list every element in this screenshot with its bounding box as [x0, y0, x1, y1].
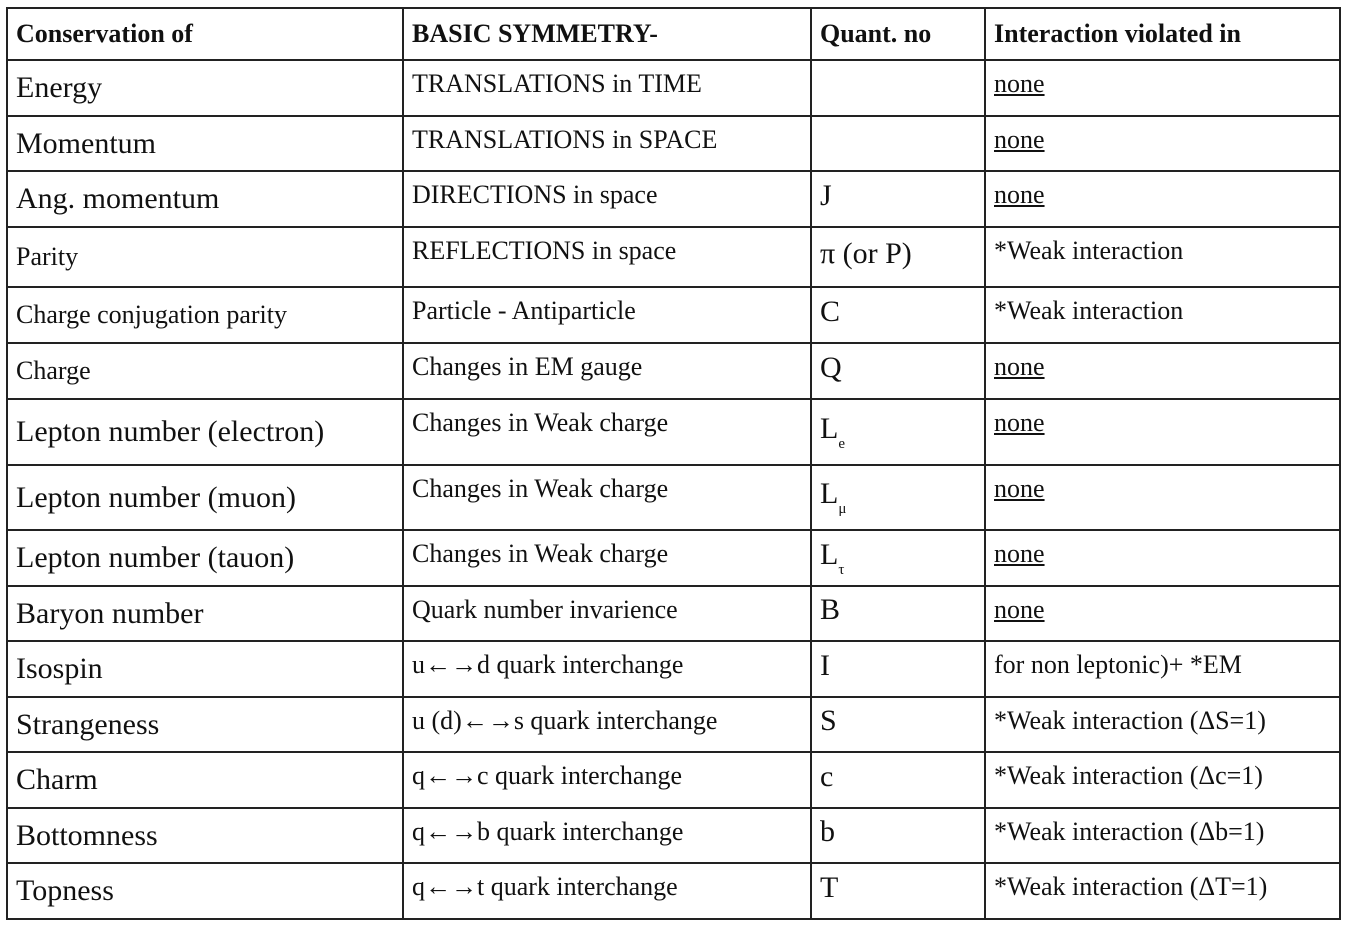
quantum-symbol: J: [820, 178, 832, 212]
quantum-symbol: Q: [820, 350, 842, 384]
violated-in-text: *Weak interaction (ΔT=1): [994, 872, 1268, 901]
quantum-subscript: μ: [838, 501, 847, 517]
conservation-cell: Bottomness: [7, 808, 403, 863]
symmetry-cell: Particle - Antiparticle: [403, 287, 811, 343]
table-body: [7, 60, 1340, 919]
violated-in-cell: [985, 227, 1340, 287]
quantum-number-cell: [811, 641, 985, 697]
table-row: [7, 343, 1340, 399]
conservation-cell: Lepton number (muon): [7, 465, 403, 530]
quantum-number-cell: [811, 343, 985, 399]
table-row: [7, 171, 1340, 227]
violated-in-text: none: [994, 539, 1045, 568]
header-violated-in: Interaction violated in: [985, 8, 1340, 60]
table-row: [7, 60, 1340, 116]
violated-in-cell: [985, 641, 1340, 697]
conservation-cell: Topness: [7, 863, 403, 919]
conservation-cell: Ang. momentum: [7, 171, 403, 227]
violated-in-text: *Weak interaction (Δb=1): [994, 817, 1265, 846]
quantum-number-cell: [811, 530, 985, 586]
violated-in-cell: [985, 465, 1340, 530]
conservation-cell: Lepton number (electron): [7, 399, 403, 465]
symmetry-cell: q←→c quark interchange: [403, 752, 811, 808]
symmetry-cell: Quark number invarience: [403, 586, 811, 641]
violated-in-cell: [985, 697, 1340, 752]
violated-in-cell: [985, 116, 1340, 171]
violated-in-cell: [985, 399, 1340, 465]
quantum-symbol: L: [820, 477, 839, 510]
table-row: [7, 863, 1340, 919]
symmetry-cell: q←→t quark interchange: [403, 863, 811, 919]
quantum-symbol: c: [820, 759, 834, 793]
symmetry-cell: u (d)←→s quark interchange: [403, 697, 811, 752]
conservation-cell: Isospin: [7, 641, 403, 697]
quantum-number-cell: [811, 116, 985, 171]
violated-in-text: none: [994, 69, 1045, 98]
conservation-cell: Parity: [7, 227, 403, 287]
header-symmetry: BASIC SYMMETRY-: [403, 8, 811, 60]
conservation-cell: Charge: [7, 343, 403, 399]
symmetry-cell: TRANSLATIONS in TIME: [403, 60, 811, 116]
symmetry-cell: Changes in Weak charge: [403, 399, 811, 465]
header-conservation: Conservation of: [7, 8, 403, 60]
violated-in-text: none: [994, 474, 1045, 503]
table-row: [7, 287, 1340, 343]
symmetry-cell: Changes in EM gauge: [403, 343, 811, 399]
quantum-number-cell: [811, 60, 985, 116]
symmetry-cell: DIRECTIONS in space: [403, 171, 811, 227]
table-row: [7, 116, 1340, 171]
table-header: [7, 8, 1340, 60]
table-row: [7, 641, 1340, 697]
table-row: [7, 227, 1340, 287]
quantum-number-cell: [811, 227, 985, 287]
quantum-symbol: S: [820, 704, 837, 737]
violated-in-cell: [985, 863, 1340, 919]
violated-in-cell: [985, 287, 1340, 343]
table-row: [7, 399, 1340, 465]
quantum-symbol: L: [820, 537, 839, 571]
violated-in-text: none: [994, 180, 1045, 209]
header-row: [7, 8, 1340, 60]
conservation-cell: Baryon number: [7, 586, 403, 641]
table-row: [7, 530, 1340, 586]
violated-in-cell: [985, 60, 1340, 116]
violated-in-text: *Weak interaction: [994, 236, 1184, 265]
quantum-symbol: C: [820, 294, 841, 328]
violated-in-text: *Weak interaction (Δc=1): [994, 761, 1263, 790]
quantum-symbol: I: [820, 648, 830, 682]
conservation-cell: Charge conjugation parity: [7, 287, 403, 343]
violated-in-cell: [985, 343, 1340, 399]
violated-in-cell: [985, 808, 1340, 863]
violated-in-text: *Weak interaction (ΔS=1): [994, 706, 1266, 735]
violated-in-cell: [985, 171, 1340, 227]
symmetry-cell: REFLECTIONS in space: [403, 227, 811, 287]
violated-in-text: none: [994, 595, 1045, 624]
conservation-cell: Momentum: [7, 116, 403, 171]
symmetry-cell: TRANSLATIONS in SPACE: [403, 116, 811, 171]
quantum-symbol: B: [820, 593, 841, 626]
quantum-number-cell: [811, 752, 985, 808]
violated-in-cell: [985, 586, 1340, 641]
conservation-cell: Strangeness: [7, 697, 403, 752]
quantum-number-cell: [811, 171, 985, 227]
violated-in-cell: [985, 530, 1340, 586]
quantum-number-cell: [811, 287, 985, 343]
conservation-laws-table: [6, 7, 1341, 920]
quantum-symbol: b: [820, 815, 835, 848]
symmetry-cell: Changes in Weak charge: [403, 530, 811, 586]
table-row: [7, 808, 1340, 863]
symmetry-cell: q←→b quark interchange: [403, 808, 811, 863]
conservation-cell: Charm: [7, 752, 403, 808]
violated-in-text: for non leptonic)+ *EM: [994, 650, 1242, 679]
quantum-number-cell: [811, 586, 985, 641]
table-row: [7, 697, 1340, 752]
violated-in-text: none: [994, 352, 1045, 381]
quantum-number-cell: [811, 697, 985, 752]
table-row: [7, 465, 1340, 530]
quantum-number-cell: [811, 465, 985, 530]
conservation-cell: Lepton number (tauon): [7, 530, 403, 586]
quantum-number-cell: [811, 863, 985, 919]
quantum-symbol: T: [820, 870, 839, 904]
quantum-subscript: e: [838, 435, 845, 452]
quantum-symbol: π (or P): [820, 236, 912, 270]
quantum-number-cell: [811, 399, 985, 465]
violated-in-text: none: [994, 408, 1045, 437]
table-row: [7, 586, 1340, 641]
violated-in-cell: [985, 752, 1340, 808]
conservation-cell: Energy: [7, 60, 403, 116]
quantum-symbol: L: [820, 411, 839, 445]
violated-in-text: none: [994, 125, 1045, 154]
quantum-number-cell: [811, 808, 985, 863]
violated-in-text: *Weak interaction: [994, 296, 1184, 325]
header-quantum-number: Quant. no: [811, 8, 985, 60]
table-row: [7, 752, 1340, 808]
symmetry-cell: u←→d quark interchange: [403, 641, 811, 697]
quantum-subscript: τ: [838, 561, 845, 578]
symmetry-cell: Changes in Weak charge: [403, 465, 811, 530]
